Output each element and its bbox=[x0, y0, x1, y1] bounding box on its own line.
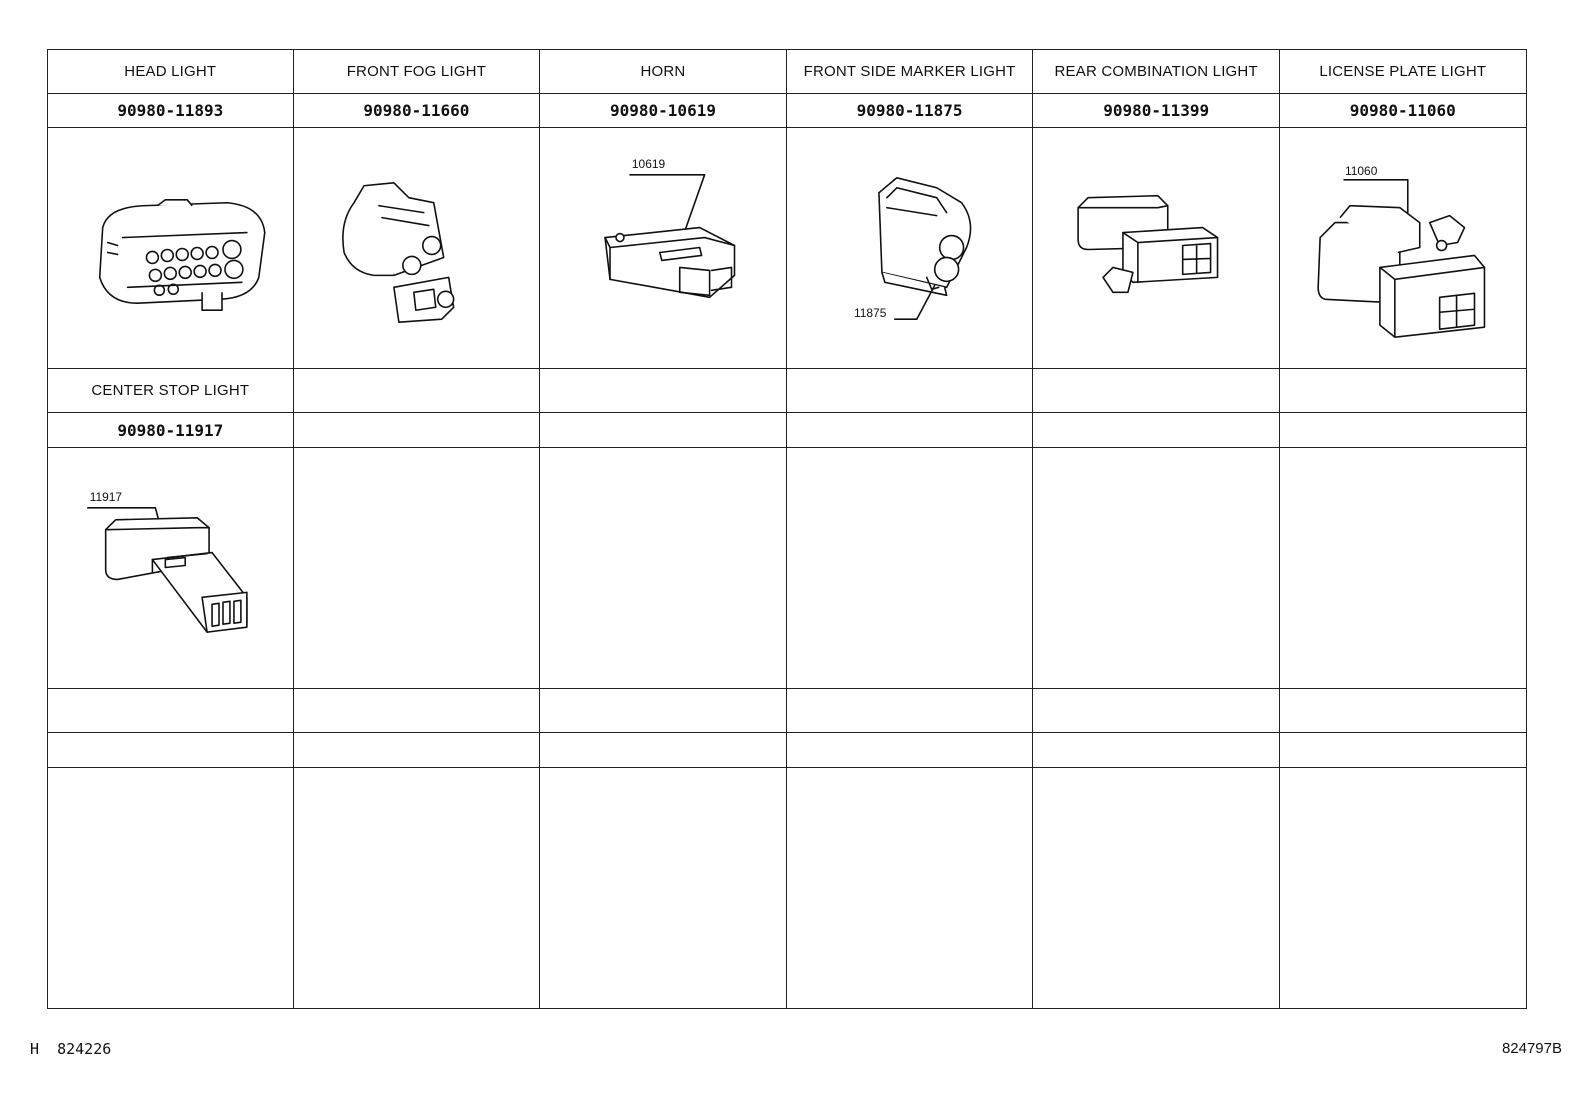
part-number bbox=[294, 733, 541, 768]
name-cell: LICENSE PLATE LIGHT bbox=[1280, 49, 1527, 94]
name-row-3 bbox=[47, 689, 1527, 733]
part-number: 90980-11893 bbox=[47, 94, 294, 128]
callout-label: 11917 bbox=[89, 489, 123, 504]
footer-mark: H bbox=[30, 1040, 40, 1058]
callout-label: 11060 bbox=[1345, 163, 1378, 178]
image-row-3 bbox=[47, 768, 1527, 1009]
name-row-1 bbox=[47, 49, 1527, 94]
empty-image-cell bbox=[787, 448, 1034, 689]
connector-table bbox=[47, 49, 1527, 1032]
license-plate-connector-illustration bbox=[1280, 128, 1527, 369]
center-stop-light-connector-illustration bbox=[47, 448, 294, 689]
part-number bbox=[1033, 413, 1280, 448]
part-number bbox=[47, 733, 294, 768]
empty-image-cell bbox=[1033, 448, 1280, 689]
empty-image-cell bbox=[787, 768, 1034, 1009]
footer-code: 824226 bbox=[57, 1040, 112, 1058]
name-cell bbox=[294, 369, 541, 413]
name-cell bbox=[1033, 369, 1280, 413]
part-number bbox=[1033, 733, 1280, 768]
name-cell: REAR COMBINATION LIGHT bbox=[1033, 49, 1280, 94]
part-row-3 bbox=[47, 733, 1527, 768]
image-row-2 bbox=[47, 448, 1527, 689]
footer-right-code: 824797B bbox=[1501, 1040, 1562, 1057]
part-row-1 bbox=[47, 94, 1527, 128]
callout-label: 11875 bbox=[853, 306, 887, 321]
name-cell bbox=[47, 689, 294, 733]
name-cell bbox=[540, 369, 787, 413]
name-cell: FRONT SIDE MARKER LIGHT bbox=[787, 49, 1034, 94]
part-number: 90980-11399 bbox=[1033, 94, 1280, 128]
part-number: 90980-11060 bbox=[1280, 94, 1527, 128]
name-cell bbox=[1280, 689, 1527, 733]
part-number bbox=[540, 413, 787, 448]
part-number: 90980-11875 bbox=[787, 94, 1034, 128]
name-cell bbox=[540, 689, 787, 733]
part-number: 90980-11660 bbox=[294, 94, 541, 128]
name-cell: FRONT FOG LIGHT bbox=[294, 49, 541, 94]
headlight-connector-illustration bbox=[47, 128, 294, 369]
footer-left-code bbox=[30, 1040, 111, 1058]
part-number: 90980-10619 bbox=[540, 94, 787, 128]
empty-image-cell bbox=[294, 448, 541, 689]
empty-image-cell bbox=[1033, 768, 1280, 1009]
part-row-2 bbox=[47, 413, 1527, 448]
name-cell: HORN bbox=[540, 49, 787, 94]
name-cell: CENTER STOP LIGHT bbox=[47, 369, 294, 413]
name-row-2 bbox=[47, 369, 1527, 413]
part-number bbox=[1280, 733, 1527, 768]
side-marker-connector-illustration bbox=[787, 128, 1034, 369]
empty-image-cell bbox=[1280, 448, 1527, 689]
callout-label: 10619 bbox=[632, 156, 666, 171]
empty-image-cell bbox=[540, 448, 787, 689]
part-number bbox=[294, 413, 541, 448]
name-cell: HEAD LIGHT bbox=[47, 49, 294, 94]
part-number: 90980-11917 bbox=[47, 413, 294, 448]
name-cell bbox=[1033, 689, 1280, 733]
part-number bbox=[1280, 413, 1527, 448]
part-number bbox=[787, 733, 1034, 768]
part-number bbox=[540, 733, 787, 768]
image-row-1 bbox=[47, 128, 1527, 369]
name-cell bbox=[787, 689, 1034, 733]
fog-light-connector-illustration bbox=[294, 128, 541, 369]
empty-image-cell bbox=[47, 768, 294, 1009]
empty-image-cell bbox=[1280, 768, 1527, 1009]
name-cell bbox=[294, 689, 541, 733]
rear-combination-connector-illustration bbox=[1033, 128, 1280, 369]
name-cell bbox=[1280, 369, 1527, 413]
empty-image-cell bbox=[540, 768, 787, 1009]
name-cell bbox=[787, 369, 1034, 413]
empty-image-cell bbox=[294, 768, 541, 1009]
part-number bbox=[787, 413, 1034, 448]
horn-connector-illustration bbox=[540, 128, 787, 369]
